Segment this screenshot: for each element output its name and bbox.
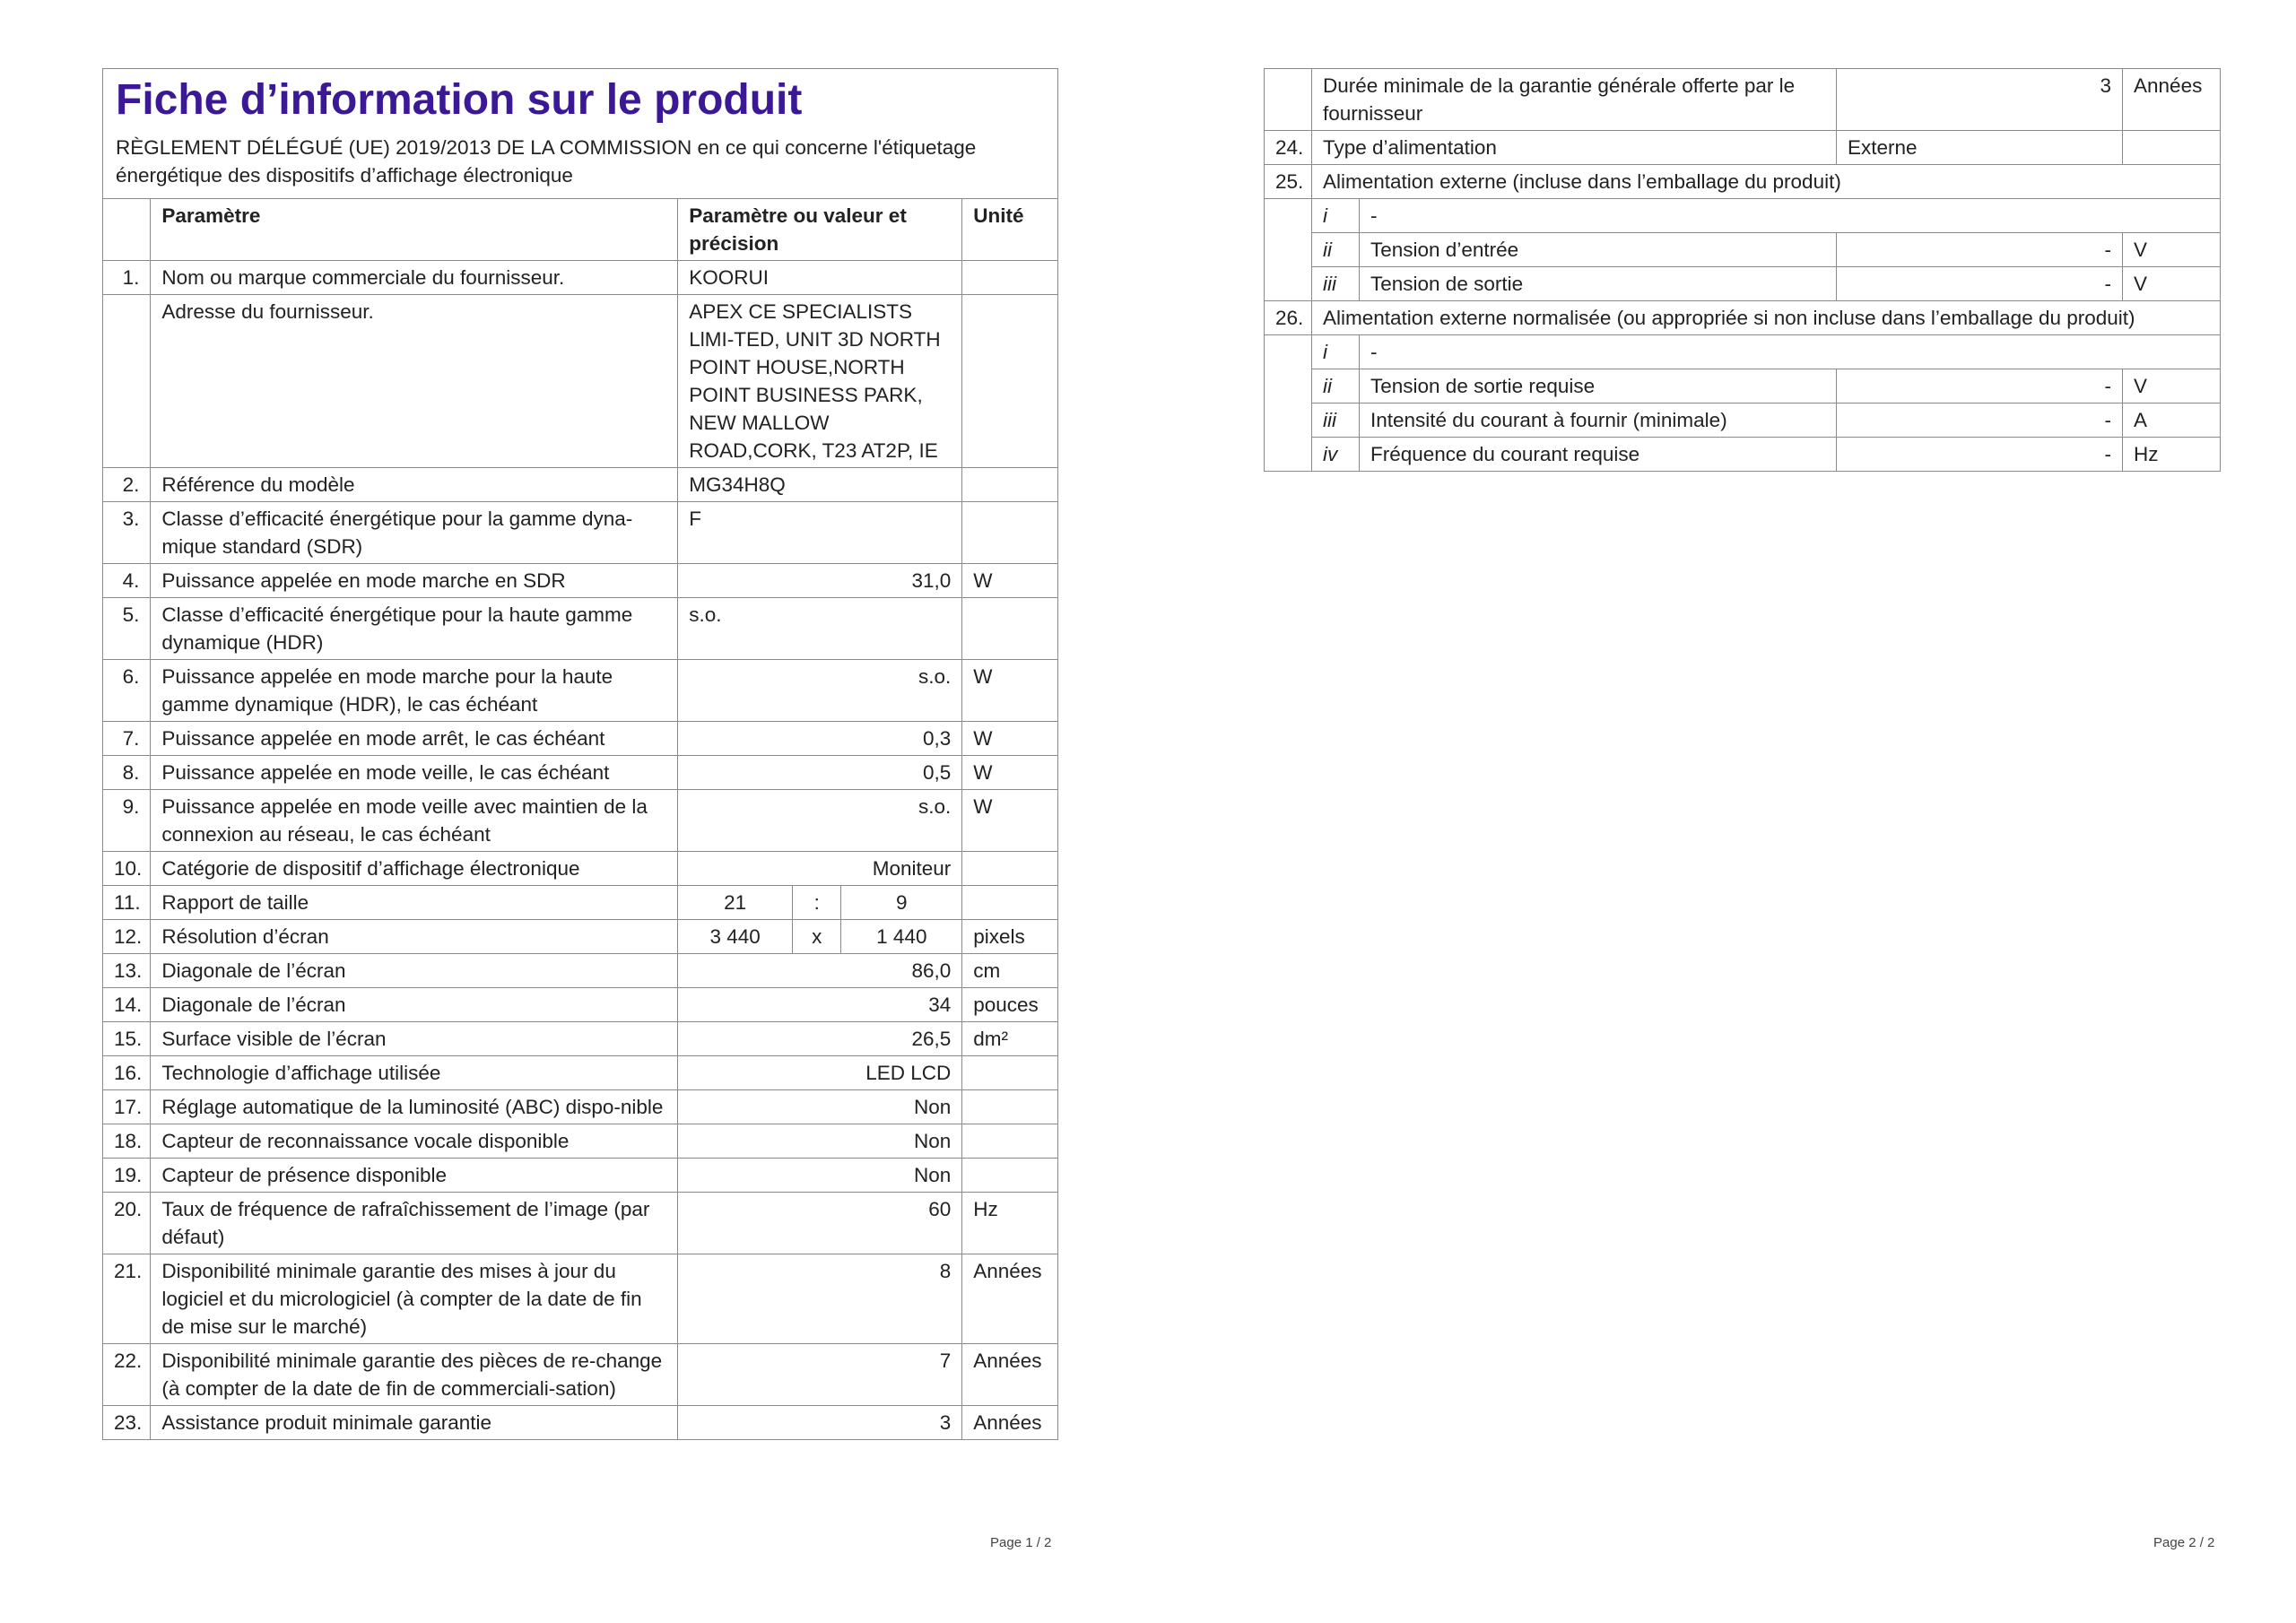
row-unit (962, 886, 1058, 920)
row-number: 25. (1265, 165, 1312, 199)
row-label: Technologie d’affichage utilisée (151, 1056, 678, 1090)
row-label: Puissance appelée en mode arrêt, le cas échéant (151, 722, 678, 756)
table-row (103, 1022, 1058, 1056)
sub-unit: A (2123, 404, 2221, 438)
row-label: Diagonale de l’écran (151, 954, 678, 988)
sub-unit: V (2123, 233, 2221, 267)
row-value: Non (678, 1090, 962, 1124)
sub-index: i (1312, 199, 1360, 233)
row-label: Disponibilité minimale garantie des pièces de re-change (à compter de la date de fin de commerciali-sation) (151, 1344, 678, 1406)
sub-row (1265, 233, 2221, 267)
row-number: 1. (103, 261, 151, 295)
table-row (103, 1124, 1058, 1159)
sub-row (1265, 404, 2221, 438)
table-row (103, 564, 1058, 598)
row-unit: W (962, 660, 1058, 722)
row-number: 17. (103, 1090, 151, 1124)
row-unit: dm² (962, 1022, 1058, 1056)
row-number: 13. (103, 954, 151, 988)
table-row (103, 468, 1058, 502)
row-number: 6. (103, 660, 151, 722)
page-title: Fiche d’information sur le produit (116, 76, 803, 124)
row-unit (962, 1159, 1058, 1193)
row-unit (962, 1124, 1058, 1159)
row-number: 24. (1265, 131, 1312, 165)
row-label: Capteur de présence disponible (151, 1159, 678, 1193)
row-label: Diagonale de l’écran (151, 988, 678, 1022)
table-row (1265, 69, 2221, 131)
table-row (103, 852, 1058, 886)
sub-value: - (1837, 438, 2123, 472)
row-label: Puissance appelée en mode veille avec maintien de la connexion au réseau, le cas échéant (151, 790, 678, 852)
row-value: Moniteur (678, 852, 962, 886)
row-unit (962, 295, 1058, 468)
row-unit: pixels (962, 920, 1058, 954)
row-unit: W (962, 790, 1058, 852)
row-number: 21. (103, 1254, 151, 1344)
row-number: 12. (103, 920, 151, 954)
row-unit (962, 1090, 1058, 1124)
table-row (103, 954, 1058, 988)
value-separator: x (793, 920, 841, 954)
row-value: Externe (1837, 131, 2123, 165)
row-value: Non (678, 1159, 962, 1193)
row-label: Adresse du fournisseur. (151, 295, 678, 468)
row-value: Non (678, 1124, 962, 1159)
table-row (103, 886, 1058, 920)
row-number: 20. (103, 1193, 151, 1254)
sub-value: - (1837, 369, 2123, 404)
row-label: Classe d’efficacité énergétique pour la haute gamme dynamique (HDR) (151, 598, 678, 660)
row-label: Puissance appelée en mode veille, le cas échéant (151, 756, 678, 790)
row-number: 5. (103, 598, 151, 660)
sub-index: iii (1312, 267, 1360, 301)
sub-unit: Hz (2123, 438, 2221, 472)
table-row (103, 1344, 1058, 1406)
row-value: 0,3 (678, 722, 962, 756)
row-label: Surface visible de l’écran (151, 1022, 678, 1056)
row-value: LED LCD (678, 1056, 962, 1090)
row-number: 22. (103, 1344, 151, 1406)
row-number: 16. (103, 1056, 151, 1090)
warranty-value: 3 (1837, 69, 2123, 131)
row-unit: Hz (962, 1193, 1058, 1254)
row-value: 26,5 (678, 1022, 962, 1056)
table-row (103, 598, 1058, 660)
row-value: s.o. (678, 660, 962, 722)
row-value: APEX CE SPECIALISTS LlMI-TED, UNIT 3D NORTH POINT HOUSE,NORTH POINT BUSINESS PARK, NEW MALLOW ROAD,CORK, T23 AT2P, IE (678, 295, 962, 468)
row-label: Type d’alimentation (1312, 131, 1837, 165)
row-unit (962, 598, 1058, 660)
row-label: Classe d’efficacité énergétique pour la gamme dyna-mique standard (SDR) (151, 502, 678, 564)
sub-row (1265, 267, 2221, 301)
row-unit: cm (962, 954, 1058, 988)
row-unit (962, 261, 1058, 295)
sub-index: ii (1312, 233, 1360, 267)
row-number: 14. (103, 988, 151, 1022)
row-unit (962, 502, 1058, 564)
page-number: Page 2 / 2 (2153, 1535, 2215, 1550)
row-label: Capteur de reconnaissance vocale disponible (151, 1124, 678, 1159)
row-label: Résolution d’écran (151, 920, 678, 954)
table-row (103, 988, 1058, 1022)
row-value: KOORUI (678, 261, 962, 295)
row-label: Alimentation externe normalisée (ou appropriée si non incluse dans l’emballage du produit) (1312, 301, 2221, 335)
table-row (1265, 131, 2221, 165)
regulation-subtitle: RÈGLEMENT DÉLÉGUÉ (UE) 2019/2013 DE LA COMMISSION en ce qui concerne l'étiquetage énergétique des dispositifs d’affichage électronique (116, 136, 977, 187)
row-number: 10. (103, 852, 151, 886)
row-value: F (678, 502, 962, 564)
row-value: 34 (678, 988, 962, 1022)
table-row (103, 261, 1058, 295)
sub-label: - (1360, 335, 2221, 369)
row-value: s.o. (678, 598, 962, 660)
sub-index: iii (1312, 404, 1360, 438)
page-1 (102, 68, 1058, 1550)
value-part-2: 9 (841, 886, 962, 920)
row-label: Disponibilité minimale garantie des mises à jour du logiciel et du micrologiciel (à compter de la date de fin de mise sur le marché) (151, 1254, 678, 1344)
table-row (103, 1406, 1058, 1440)
row-unit: W (962, 722, 1058, 756)
page-number: Page 1 / 2 (990, 1535, 1052, 1550)
power-supply-table (1264, 68, 2221, 472)
row-value: 7 (678, 1344, 962, 1406)
row-number: 7. (103, 722, 151, 756)
sub-label: - (1360, 199, 2221, 233)
sub-label: Fréquence du courant requise (1360, 438, 1837, 472)
value-part-1: 3 440 (678, 920, 793, 954)
sub-unit: V (2123, 369, 2221, 404)
row-value: 8 (678, 1254, 962, 1344)
row-number: 2. (103, 468, 151, 502)
table-row (103, 920, 1058, 954)
row-value: 31,0 (678, 564, 962, 598)
table-row (103, 295, 1058, 468)
row-value: 3 (678, 1406, 962, 1440)
header-row (103, 199, 1058, 261)
row-number: 8. (103, 756, 151, 790)
sub-label: Intensité du courant à fournir (minimale) (1360, 404, 1837, 438)
table-row (103, 502, 1058, 564)
row-value: 60 (678, 1193, 962, 1254)
sub-label: Tension de sortie requise (1360, 369, 1837, 404)
row-number: 26. (1265, 301, 1312, 335)
row-unit: Années (962, 1344, 1058, 1406)
warranty-label: Durée minimale de la garantie générale offerte par le fournisseur (1312, 69, 1837, 131)
header-value: Paramètre ou valeur et précision (678, 199, 962, 261)
table-row (103, 1254, 1058, 1344)
row-number: 19. (103, 1159, 151, 1193)
row-number: 15. (103, 1022, 151, 1056)
row-unit: W (962, 756, 1058, 790)
header-unit: Unité (962, 199, 1058, 261)
value-part-2: 1 440 (841, 920, 962, 954)
table-row (103, 660, 1058, 722)
row-unit: Années (962, 1254, 1058, 1344)
row-value: MG34H8Q (678, 468, 962, 502)
header-param: Paramètre (151, 199, 678, 261)
sub-index: i (1312, 335, 1360, 369)
row-number: 23. (103, 1406, 151, 1440)
row-number: 11. (103, 886, 151, 920)
table-row (103, 756, 1058, 790)
sub-index: iv (1312, 438, 1360, 472)
table-row (103, 1090, 1058, 1124)
table-row (103, 1056, 1058, 1090)
product-info-table (102, 68, 1058, 1440)
row-label: Catégorie de dispositif d’affichage électronique (151, 852, 678, 886)
value-separator: : (793, 886, 841, 920)
row-number (103, 295, 151, 468)
row-label: Alimentation externe (incluse dans l’emballage du produit) (1312, 165, 2221, 199)
row-label: Puissance appelée en mode marche en SDR (151, 564, 678, 598)
row-unit (962, 852, 1058, 886)
table-row (1265, 165, 2221, 199)
table-row (103, 1193, 1058, 1254)
row-label: Taux de fréquence de rafraîchissement de l’image (par défaut) (151, 1193, 678, 1254)
sub-value: - (1837, 267, 2123, 301)
sub-index: ii (1312, 369, 1360, 404)
row-label: Référence du modèle (151, 468, 678, 502)
row-label: Rapport de taille (151, 886, 678, 920)
sub-label: Tension d’entrée (1360, 233, 1837, 267)
row-number: 4. (103, 564, 151, 598)
row-value: 86,0 (678, 954, 962, 988)
row-number: 9. (103, 790, 151, 852)
row-label: Assistance produit minimale garantie (151, 1406, 678, 1440)
sub-row (1265, 438, 2221, 472)
row-unit (962, 468, 1058, 502)
row-unit (962, 1056, 1058, 1090)
row-value: 0,5 (678, 756, 962, 790)
value-part-1: 21 (678, 886, 793, 920)
sub-value: - (1837, 404, 2123, 438)
sub-row (1265, 335, 2221, 369)
warranty-unit: Années (2123, 69, 2221, 131)
row-label: Nom ou marque commerciale du fournisseur. (151, 261, 678, 295)
sub-unit: V (2123, 267, 2221, 301)
page-2 (1264, 68, 2221, 1550)
table-row (103, 790, 1058, 852)
sub-row (1265, 369, 2221, 404)
sub-value: - (1837, 233, 2123, 267)
table-row (103, 722, 1058, 756)
row-label: Réglage automatique de la luminosité (ABC) dispo-nible (151, 1090, 678, 1124)
sub-label: Tension de sortie (1360, 267, 1837, 301)
row-value: s.o. (678, 790, 962, 852)
title-block (103, 69, 1058, 199)
row-number: 3. (103, 502, 151, 564)
table-row (1265, 301, 2221, 335)
row-unit: Années (962, 1406, 1058, 1440)
row-number: 18. (103, 1124, 151, 1159)
sub-row (1265, 199, 2221, 233)
row-label: Puissance appelée en mode marche pour la haute gamme dynamique (HDR), le cas échéant (151, 660, 678, 722)
row-unit: pouces (962, 988, 1058, 1022)
table-row (103, 1159, 1058, 1193)
row-unit: W (962, 564, 1058, 598)
